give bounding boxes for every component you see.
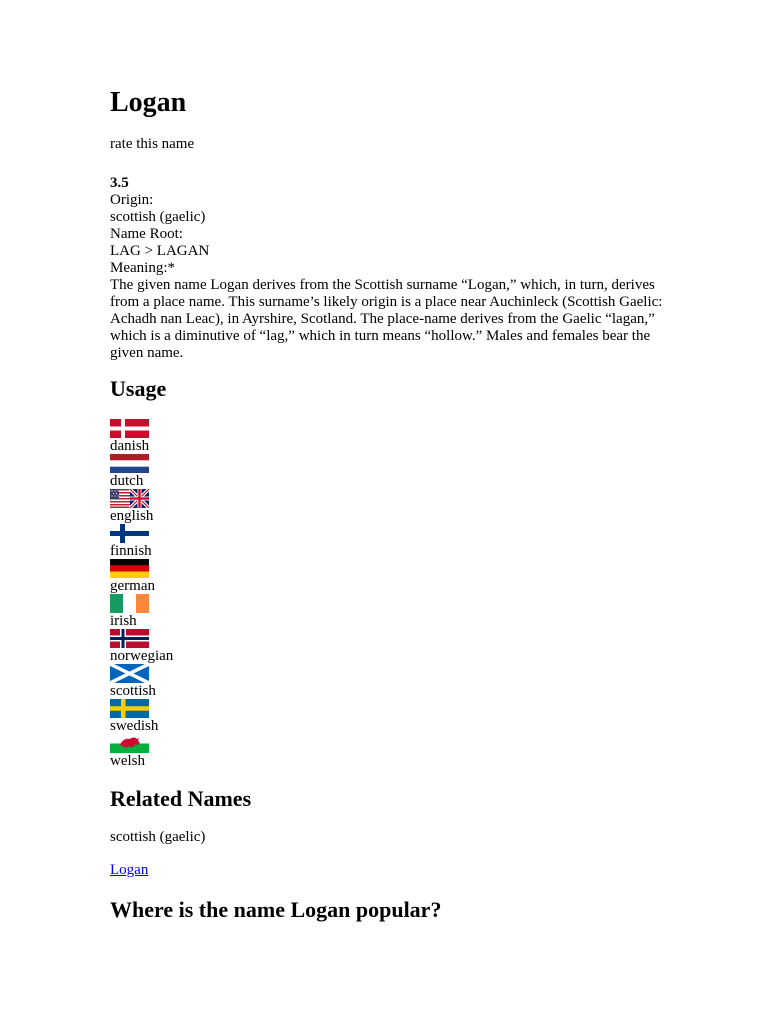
usage-item-label: irish [110,613,137,629]
related-name-link[interactable]: Logan [110,862,149,878]
usage-item-label: german [110,578,155,594]
wales-flag-icon [110,734,149,753]
related-origin: scottish (gaelic) [110,829,206,845]
sweden-flag-icon [110,699,149,718]
name-details [110,175,670,362]
finland-flag-icon [110,524,149,543]
usage-item-label: scottish [110,683,156,699]
ireland-flag-icon [110,594,149,613]
norway-flag-icon [110,629,149,648]
related-names-heading: Related Names [110,786,252,811]
meaning-text: The given name Logan derives from the Scottish surname “Logan,” which, in turn, derives from a place name. This surname’s likely origin is a place near Auchinleck (Scottish Gaelic: Achadh nan Leac), in Ayrshire, Scotland. The place-name derives from the Gaelic “lagan,” which is a diminutive of “lag,” which in turn means “hollow.” Males and females bear the given name. [110,277,663,361]
usage-item-label: norwegian [110,648,174,664]
scotland-flag-icon [110,664,149,683]
usage-item-label: swedish [110,718,159,734]
usage-heading: Usage [110,376,167,401]
denmark-flag-icon [110,419,149,438]
usage-item-label: welsh [110,753,145,769]
usage-item-label: finnish [110,543,152,559]
page-title: Logan [110,87,187,118]
name-root-label: Name Root: [110,226,183,242]
name-root-value: LAG > LAGAN [110,243,210,259]
usage-item-label: dutch [110,473,144,489]
germany-flag-icon [110,559,149,578]
popularity-heading: Where is the name Logan popular? [110,897,442,922]
usage-item-label: english [110,508,154,524]
netherlands-flag-icon [110,454,149,473]
rate-this-name-label[interactable]: rate this name [110,136,195,152]
origin-value: scottish (gaelic) [110,209,206,225]
usage-item-label: danish [110,438,150,454]
meaning-label: Meaning:* [110,260,175,276]
origin-label: Origin: [110,192,154,208]
usa-uk-flag-icon [110,489,149,508]
rating-value: 3.5 [110,175,129,191]
